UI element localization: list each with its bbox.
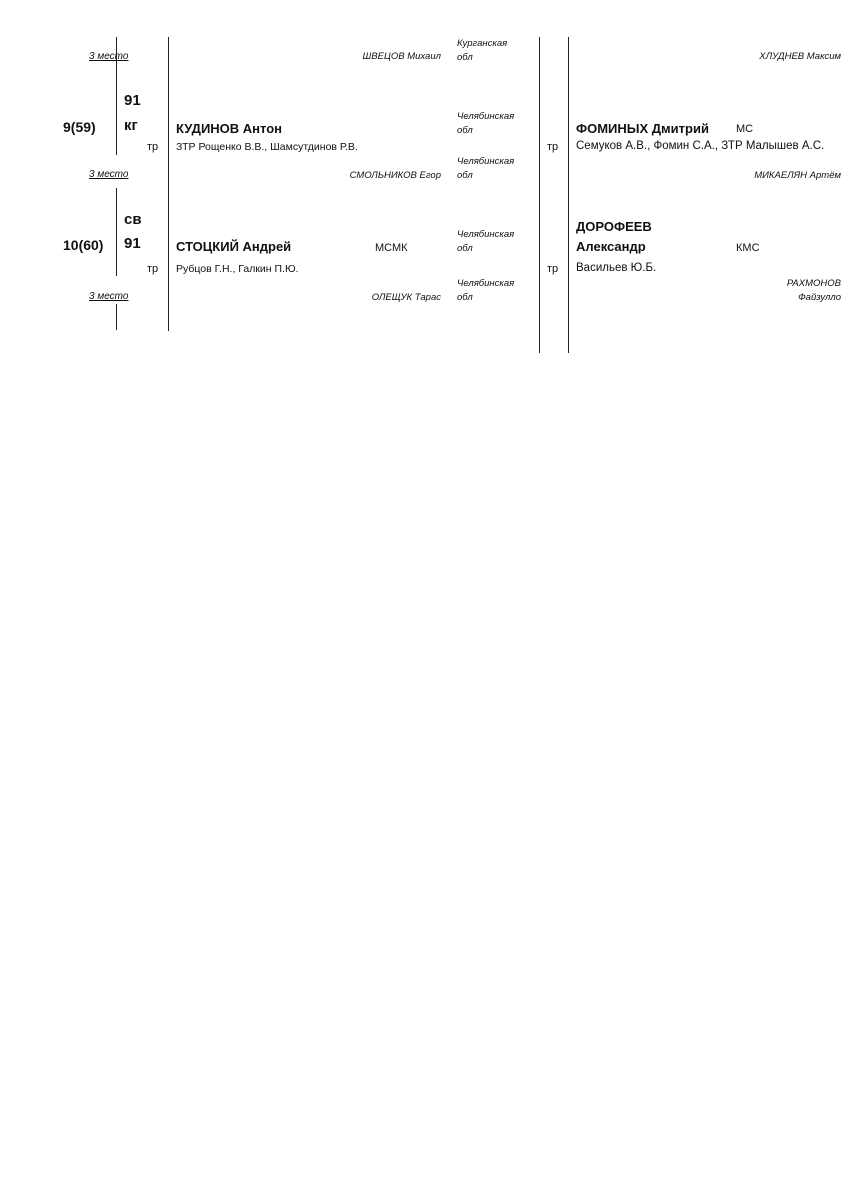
winner-rank-row10: МСМК	[375, 242, 408, 254]
region-line: Челябинская	[457, 229, 515, 240]
bronze-top-left-region	[457, 37, 507, 65]
winner-coaches-row9: ЗТР Рощенко В.В., Шамсутдинов Р.В.	[176, 141, 358, 153]
winner-region-row10	[457, 228, 514, 256]
bronze-bottom-right-name-line1-row10: РАХМОНОВ	[786, 278, 841, 289]
runner-name-line1-row10: ДОРОФЕЕВ	[576, 219, 652, 234]
rule-weight-divider-bottom	[116, 304, 117, 330]
region-line: Челябинская	[457, 156, 515, 167]
trainer-label-right-row10: тр	[547, 263, 559, 275]
runner-name-line2-row10: Александр	[576, 239, 646, 254]
weight-bottom-row10: 91	[124, 235, 141, 252]
bronze-top-left-name: ШВЕЦОВ Михаил	[362, 51, 441, 62]
rule-center-left	[539, 37, 540, 353]
region-line: обл	[457, 125, 473, 136]
region-line: обл	[457, 170, 473, 181]
bronze-bottom-left-region-row10	[457, 277, 514, 305]
weight-top-row9: 91	[124, 92, 141, 109]
rule-left-column	[168, 37, 169, 331]
bronze-bottom-left-region-row9	[457, 155, 514, 183]
runner-rank-row10: КМС	[736, 242, 760, 254]
region-line: обл	[457, 243, 473, 254]
bout-number-row10: 10(60)	[63, 237, 104, 253]
bronze-bottom-right-name-line2-row10: Файзулло	[798, 292, 841, 303]
bronze-bottom-left-name-row9: СМОЛЬНИКОВ Егор	[349, 170, 441, 181]
trainer-label-right-row9: тр	[547, 141, 559, 153]
runner-coaches-row10: Васильев Ю.Б.	[576, 262, 657, 274]
bronze-top-right-name: ХЛУДНЕВ Максим	[759, 51, 841, 62]
bronze-bottom-right-name-row9: МИКАЕЛЯН Артём	[754, 170, 841, 181]
bronze-bottom-left-name-row10: ОЛЕЩУК Тарас	[371, 292, 441, 303]
runner-rank-row9: МС	[736, 123, 754, 135]
weight-top-row10: св	[124, 211, 142, 228]
place-label-row9-top: 3 место	[89, 51, 129, 62]
rule-weight-divider-mid	[116, 188, 117, 276]
region-line: Челябинская	[457, 278, 515, 289]
rule-center-right	[568, 37, 569, 353]
trainer-label-left-row10: тр	[147, 263, 159, 275]
runner-name-row9: ФОМИНЫХ Дмитрий	[576, 121, 709, 136]
winner-coaches-row10: Рубцов Г.Н., Галкин П.Ю.	[176, 263, 299, 275]
region-line: Челябинская	[457, 111, 515, 122]
region-line: обл	[457, 292, 473, 303]
runner-coaches-row9: Семуков А.В., Фомин С.А., ЗТР Малышев А.С.	[576, 140, 825, 152]
winner-name-row9: КУДИНОВ Антон	[176, 121, 283, 136]
place-label-row10-bottom: 3 место	[89, 291, 129, 302]
weight-bottom-row9: кг	[124, 117, 138, 134]
region-line: Курганская	[457, 38, 508, 49]
bout-number-row9: 9(59)	[63, 119, 96, 135]
region-line: обл	[457, 52, 473, 63]
winner-name-row10: СТОЦКИЙ Андрей	[176, 239, 292, 254]
winner-region-row9	[457, 110, 514, 138]
trainer-label-left-row9: тр	[147, 141, 159, 153]
place-label-row9-bottom: 3 место	[89, 169, 129, 180]
